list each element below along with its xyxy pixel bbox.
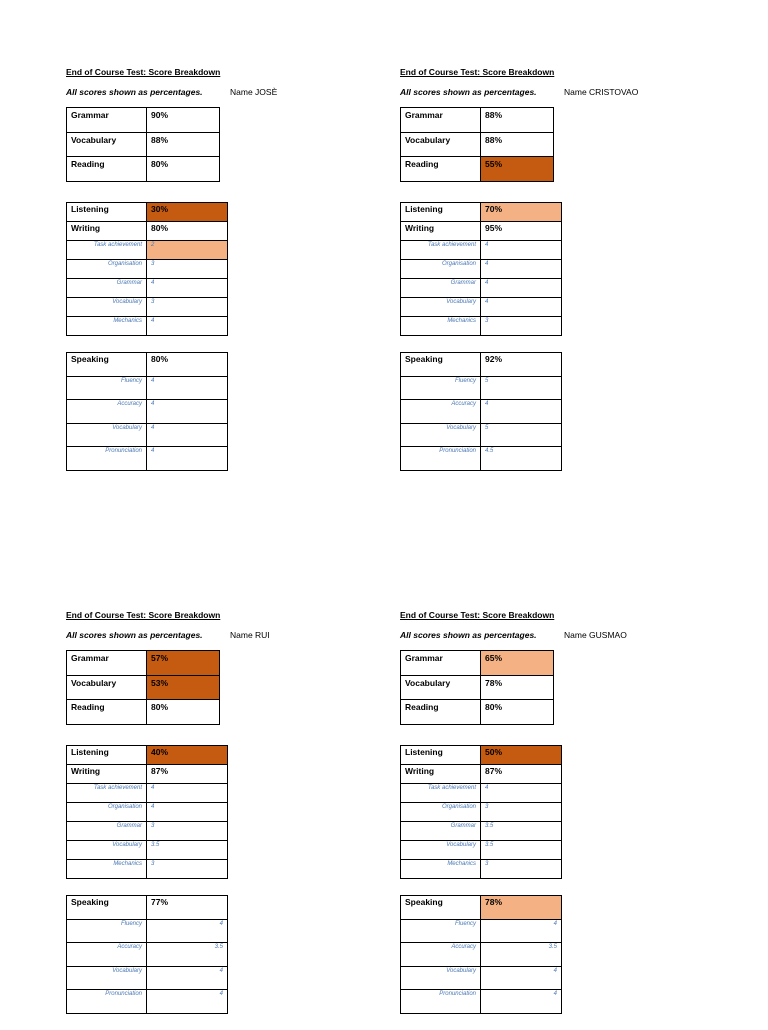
vocabulary-value: 88% bbox=[147, 132, 220, 157]
sub-value: 4 bbox=[147, 423, 228, 447]
reading-value: 55% bbox=[481, 157, 554, 182]
sub-label: Organisation bbox=[67, 260, 147, 279]
table-row bbox=[67, 990, 228, 1014]
table-row bbox=[401, 298, 562, 317]
table-row bbox=[67, 896, 228, 920]
table-row bbox=[67, 919, 228, 943]
sub-label: Task achievement bbox=[401, 784, 481, 803]
sub-value: 3 bbox=[147, 822, 228, 841]
card-title: End of Course Test: Score Breakdown bbox=[400, 67, 555, 77]
vocabulary-label: Vocabulary bbox=[401, 132, 481, 157]
table-row bbox=[401, 765, 562, 784]
student-name: Name GUSMAO bbox=[564, 630, 627, 640]
table-row bbox=[67, 279, 228, 298]
speaking-table bbox=[66, 352, 228, 471]
sub-value: 3.5 bbox=[147, 943, 228, 967]
sub-value: 3 bbox=[481, 803, 562, 822]
speaking-value: 80% bbox=[147, 353, 228, 377]
table-row bbox=[67, 400, 228, 424]
sub-label: Accuracy bbox=[67, 943, 147, 967]
table-row bbox=[401, 376, 562, 400]
writing-label: Writing bbox=[67, 222, 147, 241]
sub-value: 3 bbox=[481, 860, 562, 879]
card-subtitle: All scores shown as percentages. bbox=[400, 87, 537, 97]
sub-label: Mechanics bbox=[67, 317, 147, 336]
speaking-label: Speaking bbox=[401, 896, 481, 920]
sub-value: 4 bbox=[147, 966, 228, 990]
table-row bbox=[67, 803, 228, 822]
table-row bbox=[67, 132, 220, 157]
speaking-label: Speaking bbox=[401, 353, 481, 377]
listening-label: Listening bbox=[67, 203, 147, 222]
listening-value: 70% bbox=[481, 203, 562, 222]
card-subtitle: All scores shown as percentages. bbox=[66, 630, 203, 640]
table-row bbox=[67, 651, 220, 676]
card-subtitle: All scores shown as percentages. bbox=[400, 630, 537, 640]
table-row bbox=[67, 860, 228, 879]
sub-value: 5 bbox=[481, 376, 562, 400]
score-card-rui bbox=[66, 610, 396, 1030]
sub-value: 4 bbox=[147, 919, 228, 943]
reading-value: 80% bbox=[481, 700, 554, 725]
table-row bbox=[401, 400, 562, 424]
sub-value: 3.5 bbox=[481, 943, 562, 967]
card-title: End of Course Test: Score Breakdown bbox=[66, 610, 221, 620]
sub-label: Vocabulary bbox=[67, 966, 147, 990]
writing-value: 95% bbox=[481, 222, 562, 241]
table-row bbox=[401, 966, 562, 990]
table-row bbox=[67, 784, 228, 803]
sub-label: Grammar bbox=[401, 279, 481, 298]
sub-label: Mechanics bbox=[401, 317, 481, 336]
sub-value: 4 bbox=[481, 919, 562, 943]
speaking-value: 77% bbox=[147, 896, 228, 920]
table-row bbox=[67, 203, 228, 222]
table-row bbox=[67, 765, 228, 784]
sub-value: 4 bbox=[147, 279, 228, 298]
core-skills-table bbox=[66, 650, 220, 725]
table-row bbox=[401, 203, 562, 222]
sub-value: 4.5 bbox=[481, 447, 562, 471]
writing-label: Writing bbox=[401, 222, 481, 241]
sub-label: Pronunciation bbox=[401, 447, 481, 471]
sub-value: 4 bbox=[147, 400, 228, 424]
sub-value: 4 bbox=[481, 990, 562, 1014]
listening-label: Listening bbox=[67, 746, 147, 765]
score-card-cristovao bbox=[400, 67, 730, 487]
table-row bbox=[401, 746, 562, 765]
table-row bbox=[401, 157, 554, 182]
score-card-jose bbox=[66, 67, 396, 487]
sub-label: Mechanics bbox=[401, 860, 481, 879]
reading-value: 80% bbox=[147, 157, 220, 182]
vocabulary-value: 88% bbox=[481, 132, 554, 157]
sub-value: 4 bbox=[481, 784, 562, 803]
vocabulary-label: Vocabulary bbox=[67, 132, 147, 157]
table-row bbox=[401, 317, 562, 336]
writing-value: 87% bbox=[147, 765, 228, 784]
sub-label: Task achievement bbox=[67, 784, 147, 803]
card-title: End of Course Test: Score Breakdown bbox=[400, 610, 555, 620]
vocabulary-value: 53% bbox=[147, 675, 220, 700]
listening-value: 30% bbox=[147, 203, 228, 222]
table-row bbox=[401, 132, 554, 157]
table-row bbox=[67, 298, 228, 317]
table-row bbox=[67, 353, 228, 377]
grammar-value: 90% bbox=[147, 108, 220, 133]
reading-label: Reading bbox=[67, 157, 147, 182]
table-row bbox=[401, 943, 562, 967]
core-skills-table bbox=[66, 107, 220, 182]
sub-label: Accuracy bbox=[67, 400, 147, 424]
student-name: Name RUI bbox=[230, 630, 270, 640]
sub-label: Vocabulary bbox=[401, 298, 481, 317]
sub-label: Fluency bbox=[401, 376, 481, 400]
table-row bbox=[67, 260, 228, 279]
vocabulary-label: Vocabulary bbox=[67, 675, 147, 700]
listening-writing-table bbox=[66, 202, 228, 336]
reading-value: 80% bbox=[147, 700, 220, 725]
table-row bbox=[67, 241, 228, 260]
writing-value: 87% bbox=[481, 765, 562, 784]
core-skills-table bbox=[400, 650, 554, 725]
sub-value: 3 bbox=[147, 860, 228, 879]
sub-label: Pronunciation bbox=[67, 990, 147, 1014]
sub-label: Fluency bbox=[401, 919, 481, 943]
reading-label: Reading bbox=[401, 700, 481, 725]
sub-label: Accuracy bbox=[401, 400, 481, 424]
speaking-table bbox=[400, 352, 562, 471]
table-row bbox=[401, 423, 562, 447]
sub-label: Fluency bbox=[67, 919, 147, 943]
sub-value: 4 bbox=[147, 990, 228, 1014]
score-card-gusmao bbox=[400, 610, 730, 1030]
sub-value: 3.5 bbox=[481, 841, 562, 860]
sub-value: 3.5 bbox=[481, 822, 562, 841]
sub-value: 4 bbox=[481, 966, 562, 990]
reading-label: Reading bbox=[401, 157, 481, 182]
sub-label: Vocabulary bbox=[401, 966, 481, 990]
speaking-label: Speaking bbox=[67, 353, 147, 377]
speaking-value: 92% bbox=[481, 353, 562, 377]
sub-value: 4 bbox=[147, 447, 228, 471]
grammar-value: 65% bbox=[481, 651, 554, 676]
table-row bbox=[67, 376, 228, 400]
student-name: Name CRISTOVAO bbox=[564, 87, 639, 97]
sub-label: Task achievement bbox=[67, 241, 147, 260]
sub-value: 4 bbox=[147, 803, 228, 822]
card-title: End of Course Test: Score Breakdown bbox=[66, 67, 221, 77]
table-row bbox=[401, 108, 554, 133]
sub-value: 4 bbox=[147, 376, 228, 400]
listening-label: Listening bbox=[401, 746, 481, 765]
vocabulary-value: 78% bbox=[481, 675, 554, 700]
table-row bbox=[67, 966, 228, 990]
grammar-label: Grammar bbox=[401, 651, 481, 676]
sub-label: Mechanics bbox=[67, 860, 147, 879]
sub-label: Organisation bbox=[401, 260, 481, 279]
table-row bbox=[67, 700, 220, 725]
grammar-label: Grammar bbox=[67, 651, 147, 676]
sub-label: Pronunciation bbox=[401, 990, 481, 1014]
grammar-value: 88% bbox=[481, 108, 554, 133]
table-row bbox=[401, 841, 562, 860]
table-row bbox=[67, 822, 228, 841]
listening-value: 40% bbox=[147, 746, 228, 765]
sub-label: Grammar bbox=[67, 822, 147, 841]
table-row bbox=[67, 317, 228, 336]
sub-label: Organisation bbox=[401, 803, 481, 822]
table-row bbox=[401, 353, 562, 377]
grammar-value: 57% bbox=[147, 651, 220, 676]
table-row bbox=[401, 990, 562, 1014]
speaking-table bbox=[400, 895, 562, 1014]
sub-label: Organisation bbox=[67, 803, 147, 822]
writing-value: 80% bbox=[147, 222, 228, 241]
listening-writing-table bbox=[400, 745, 562, 879]
listening-label: Listening bbox=[401, 203, 481, 222]
card-subtitle: All scores shown as percentages. bbox=[66, 87, 203, 97]
speaking-table bbox=[66, 895, 228, 1014]
table-row bbox=[401, 241, 562, 260]
table-row bbox=[401, 784, 562, 803]
sub-label: Vocabulary bbox=[67, 298, 147, 317]
sub-value: 3 bbox=[147, 298, 228, 317]
table-row bbox=[401, 675, 554, 700]
table-row bbox=[67, 943, 228, 967]
table-row bbox=[401, 896, 562, 920]
table-row bbox=[67, 108, 220, 133]
listening-value: 50% bbox=[481, 746, 562, 765]
sub-value: 2 bbox=[147, 241, 228, 260]
table-row bbox=[67, 841, 228, 860]
sub-label: Grammar bbox=[67, 279, 147, 298]
reading-label: Reading bbox=[67, 700, 147, 725]
table-row bbox=[67, 157, 220, 182]
table-row bbox=[67, 746, 228, 765]
sub-value: 5 bbox=[481, 423, 562, 447]
table-row bbox=[401, 279, 562, 298]
sub-value: 3 bbox=[147, 260, 228, 279]
table-row bbox=[67, 675, 220, 700]
vocabulary-label: Vocabulary bbox=[401, 675, 481, 700]
sub-value: 4 bbox=[481, 241, 562, 260]
table-row bbox=[67, 447, 228, 471]
table-row bbox=[67, 222, 228, 241]
sub-value: 4 bbox=[481, 279, 562, 298]
sub-value: 4 bbox=[147, 784, 228, 803]
sub-label: Vocabulary bbox=[401, 423, 481, 447]
table-row bbox=[401, 860, 562, 879]
sub-label: Pronunciation bbox=[67, 447, 147, 471]
sub-label: Vocabulary bbox=[401, 841, 481, 860]
sub-label: Accuracy bbox=[401, 943, 481, 967]
speaking-value: 78% bbox=[481, 896, 562, 920]
table-row bbox=[401, 651, 554, 676]
speaking-label: Speaking bbox=[67, 896, 147, 920]
listening-writing-table bbox=[66, 745, 228, 879]
table-row bbox=[401, 700, 554, 725]
sub-label: Vocabulary bbox=[67, 423, 147, 447]
writing-label: Writing bbox=[401, 765, 481, 784]
grammar-label: Grammar bbox=[67, 108, 147, 133]
sub-label: Fluency bbox=[67, 376, 147, 400]
sub-value: 4 bbox=[147, 317, 228, 336]
listening-writing-table bbox=[400, 202, 562, 336]
sub-value: 4 bbox=[481, 400, 562, 424]
core-skills-table bbox=[400, 107, 554, 182]
table-row bbox=[67, 423, 228, 447]
sub-label: Grammar bbox=[401, 822, 481, 841]
table-row bbox=[401, 222, 562, 241]
sub-value: 3.5 bbox=[147, 841, 228, 860]
table-row bbox=[401, 260, 562, 279]
table-row bbox=[401, 803, 562, 822]
sub-value: 4 bbox=[481, 260, 562, 279]
sub-value: 3 bbox=[481, 317, 562, 336]
table-row bbox=[401, 822, 562, 841]
writing-label: Writing bbox=[67, 765, 147, 784]
student-name: Name JOSÈ bbox=[230, 87, 278, 97]
table-row bbox=[401, 919, 562, 943]
sub-label: Vocabulary bbox=[67, 841, 147, 860]
sub-label: Task achievement bbox=[401, 241, 481, 260]
grammar-label: Grammar bbox=[401, 108, 481, 133]
sub-value: 4 bbox=[481, 298, 562, 317]
table-row bbox=[401, 447, 562, 471]
